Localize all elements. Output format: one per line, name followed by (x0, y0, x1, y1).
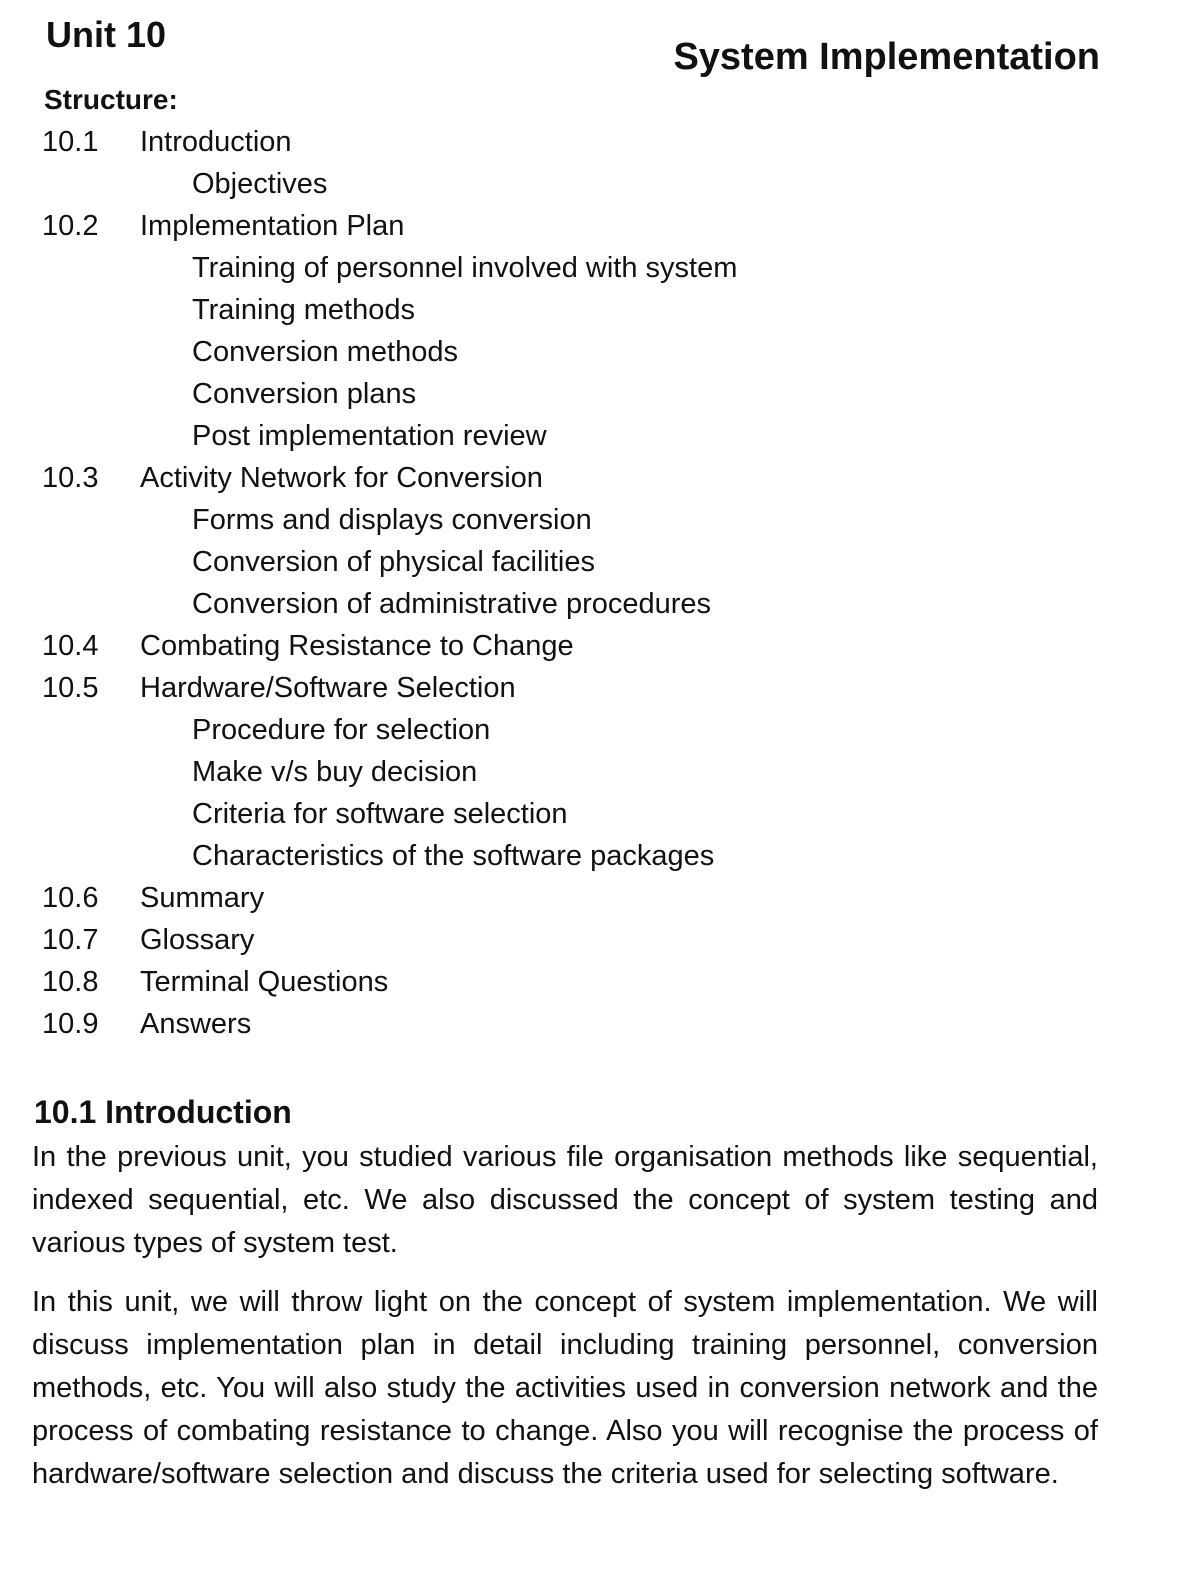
toc-entry (0, 878, 1200, 920)
toc-subentry-title: Make v/s buy decision (192, 756, 478, 788)
toc-entry-title: Implementation Plan (140, 210, 405, 242)
toc-subentry (0, 836, 1200, 878)
toc-entry (0, 962, 1200, 1004)
toc-subentry (0, 752, 1200, 794)
toc-entry-title: Answers (140, 1008, 252, 1040)
toc-entry-number: 10.6 (42, 882, 99, 914)
toc-subentry (0, 248, 1200, 290)
toc-subentry (0, 290, 1200, 332)
toc-subentry-title: Procedure for selection (192, 714, 491, 746)
intro-paragraph: In this unit, we will throw light on the concept of system implementation. We will discuss implementation plan in detail including training personnel, conversion methods, etc. You will also study the activities used in conversion network and the process of combating resistance to change. Also you will recognise the process of hardware/software selection and discuss the criteria used for selecting software. (32, 1286, 1098, 1490)
toc-entry-number: 10.1 (42, 126, 99, 158)
toc-subentry (0, 332, 1200, 374)
toc-entry-title: Terminal Questions (140, 966, 389, 998)
toc-entry (0, 1004, 1200, 1046)
toc-subentry (0, 416, 1200, 458)
toc-entry (0, 920, 1200, 962)
toc-entry-title: Hardware/Software Selection (140, 672, 516, 704)
toc-entry-title: Introduction (140, 126, 292, 158)
toc-entry-title: Combating Resistance to Change (140, 630, 574, 662)
unit-label: Unit 10 (46, 14, 167, 55)
toc-subentry-title: Conversion of physical facilities (192, 546, 595, 578)
toc-subentry (0, 164, 1200, 206)
toc-subentry-title: Criteria for software selection (192, 798, 568, 830)
toc-entry-number: 10.4 (42, 630, 99, 662)
toc-subentry (0, 584, 1200, 626)
toc-entry (0, 668, 1200, 710)
toc-entry-number: 10.8 (42, 966, 99, 998)
toc-entry-number: 10.3 (42, 462, 99, 494)
structure-heading: Structure: (44, 84, 178, 115)
toc-subentry-title: Forms and displays conversion (192, 504, 592, 536)
toc-subentry-title: Post implementation review (192, 420, 547, 452)
toc-entry (0, 626, 1200, 668)
toc-subentry-title: Conversion plans (192, 378, 417, 410)
toc-subentry (0, 794, 1200, 836)
toc-entry-title: Glossary (140, 924, 255, 956)
section-heading: 10.1 Introduction (34, 1094, 292, 1130)
toc-subentry (0, 542, 1200, 584)
toc-entry-number: 10.9 (42, 1008, 99, 1040)
toc-subentry-title: Training of personnel involved with system (192, 252, 738, 284)
toc-subentry (0, 374, 1200, 416)
toc-subentry-title: Training methods (192, 294, 415, 326)
intro-paragraph: In the previous unit, you studied various file organisation methods like sequential, indexed sequential, etc. We also discussed the concept of system testing and various types of system test. (32, 1141, 1098, 1259)
toc-entry-title: Activity Network for Conversion (140, 462, 543, 494)
toc-entry-title: Summary (140, 882, 265, 914)
toc-entry-number: 10.2 (42, 210, 99, 242)
toc-entry (0, 122, 1200, 164)
toc-subentry-title: Conversion of administrative procedures (192, 588, 712, 620)
toc-subentry (0, 710, 1200, 752)
toc-subentry (0, 500, 1200, 542)
toc-entry (0, 458, 1200, 500)
toc-entry-number: 10.7 (42, 924, 99, 956)
toc-subentry-title: Characteristics of the software packages (192, 840, 715, 872)
toc-entry (0, 206, 1200, 248)
table-of-contents (0, 122, 1200, 1046)
unit-title: System Implementation (673, 36, 1100, 78)
toc-entry-number: 10.5 (42, 672, 99, 704)
toc-subentry-title: Objectives (192, 168, 328, 200)
toc-subentry-title: Conversion methods (192, 336, 458, 368)
